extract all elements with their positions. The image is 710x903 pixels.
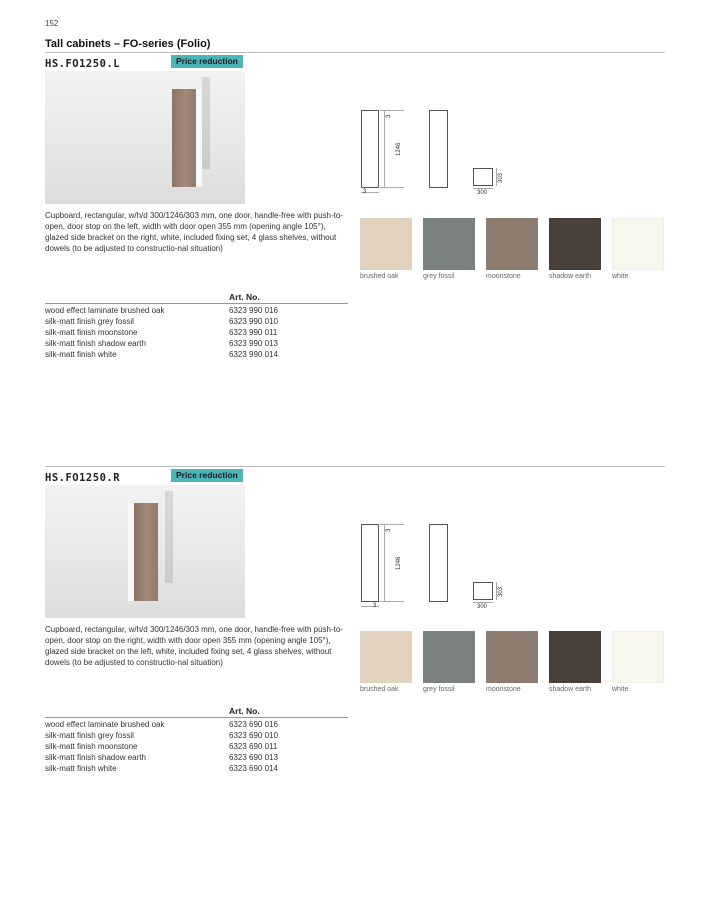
table-row [45, 730, 350, 741]
swatch-chip [612, 631, 664, 683]
table-row [45, 752, 350, 763]
side-view [429, 110, 448, 188]
finish-name: wood effect laminate brushed oak [45, 720, 165, 729]
dim-depth: 303 [498, 172, 504, 183]
title-rule [45, 52, 665, 53]
dim-side: 3 [363, 189, 367, 195]
price-reduction-badge: Price reduction [171, 55, 243, 68]
article-number: 6323 990 011 [229, 328, 278, 337]
dimension-drawing [360, 108, 510, 200]
product-description: Cupboard, rectangular, w/h/d 300/1246/303 mm, one door, handle-free with push-to-open, door stop on the right, width with door open 355 mm (opening angle 105°), glazed side bracket on the left, white, included fixing set, 4 glass shelves, without dowels (to be adjusted to constructio-nal situation) [45, 625, 343, 667]
article-number: 6323 990 016 [229, 306, 278, 315]
top-view [473, 168, 493, 186]
finish-name: silk-matt finish white [45, 350, 117, 359]
top-view [473, 582, 493, 600]
swatch-brushed-oak [360, 218, 412, 280]
article-number: 6323 990 014 [229, 350, 278, 359]
page-number: 152 [45, 19, 59, 28]
swatch-label: moonstone [486, 686, 521, 693]
swatch-white [612, 218, 664, 280]
swatch-label: moonstone [486, 273, 521, 280]
table-row [45, 763, 350, 774]
front-view [361, 524, 379, 602]
swatch-label: white [612, 273, 629, 280]
section-rule [45, 466, 665, 467]
table-row [45, 316, 350, 327]
swatch-moonstone [486, 631, 538, 693]
swatch-grey-fossil [423, 631, 475, 693]
art-no-header: Art. No. [229, 706, 260, 716]
swatch-label: grey fossil [423, 273, 455, 280]
swatch-shadow-earth [549, 631, 601, 693]
dim-top: 3 [386, 528, 392, 532]
product-description: Cupboard, rectangular, w/h/d 300/1246/303 mm, one door, handle-free with push-to-open, door stop on the left, width with door open 355 mm (opening angle 105°), glazed side bracket on the right, white, included fixing set, 4 glass shelves, without dowels (to be adjusted to constructio-nal situation) [45, 211, 343, 253]
finish-name: silk-matt finish grey fossil [45, 317, 134, 326]
finish-name: wood effect laminate brushed oak [45, 306, 165, 315]
swatch-shadow-earth [549, 218, 601, 280]
swatch-chip [549, 631, 601, 683]
side-view [429, 524, 448, 602]
table-row [45, 327, 350, 338]
dim-depth: 303 [498, 586, 504, 597]
swatch-white [612, 631, 664, 693]
finish-name: silk-matt finish grey fossil [45, 731, 134, 740]
swatch-chip [549, 218, 601, 270]
swatch-label: shadow earth [549, 273, 592, 280]
finish-name: silk-matt finish moonstone [45, 328, 138, 337]
price-reduction-badge: Price reduction [171, 469, 243, 482]
swatch-label: brushed oak [360, 273, 399, 280]
table-row [45, 741, 350, 752]
article-number: 6323 990 013 [229, 339, 278, 348]
art-table-rule [45, 303, 348, 304]
dim-side: 3 [373, 603, 377, 609]
swatch-label: white [612, 686, 629, 693]
article-table [45, 719, 350, 774]
finish-name: silk-matt finish shadow earth [45, 753, 146, 762]
swatch-grey-fossil [423, 218, 475, 280]
article-number: 6323 690 016 [229, 720, 278, 729]
table-row [45, 305, 350, 316]
article-table [45, 305, 350, 360]
swatch-label: shadow earth [549, 686, 592, 693]
swatch-chip [360, 631, 412, 683]
article-number: 6323 690 013 [229, 753, 278, 762]
swatch-moonstone [486, 218, 538, 280]
finish-name: silk-matt finish moonstone [45, 742, 138, 751]
dim-width: 300 [477, 190, 488, 196]
product-photo [45, 71, 245, 204]
front-view [361, 110, 379, 188]
art-no-header: Art. No. [229, 292, 260, 302]
dim-height: 1246 [396, 556, 402, 570]
page-title: Tall cabinets – FO-series (Folio) [45, 38, 211, 50]
finish-name: silk-matt finish white [45, 764, 117, 773]
article-number: 6323 690 010 [229, 731, 278, 740]
swatch-chip [423, 631, 475, 683]
swatch-label: grey fossil [423, 686, 455, 693]
dim-height: 1246 [396, 142, 402, 156]
dim-top: 3 [386, 114, 392, 118]
dimension-drawing [360, 522, 510, 614]
product-code: HS.FO1250.R [45, 472, 121, 484]
swatch-chip [360, 218, 412, 270]
swatch-label: brushed oak [360, 686, 399, 693]
swatch-chip [486, 218, 538, 270]
article-number: 6323 690 014 [229, 764, 278, 773]
dim-width: 300 [477, 604, 488, 610]
art-table-rule [45, 717, 348, 718]
swatch-chip [612, 218, 664, 270]
swatch-chip [486, 631, 538, 683]
product-photo [45, 485, 245, 618]
table-row [45, 719, 350, 730]
table-row [45, 349, 350, 360]
finish-name: silk-matt finish shadow earth [45, 339, 146, 348]
article-number: 6323 690 011 [229, 742, 278, 751]
swatch-brushed-oak [360, 631, 412, 693]
article-number: 6323 990 010 [229, 317, 278, 326]
table-row [45, 338, 350, 349]
swatch-chip [423, 218, 475, 270]
product-code: HS.FO1250.L [45, 58, 121, 70]
